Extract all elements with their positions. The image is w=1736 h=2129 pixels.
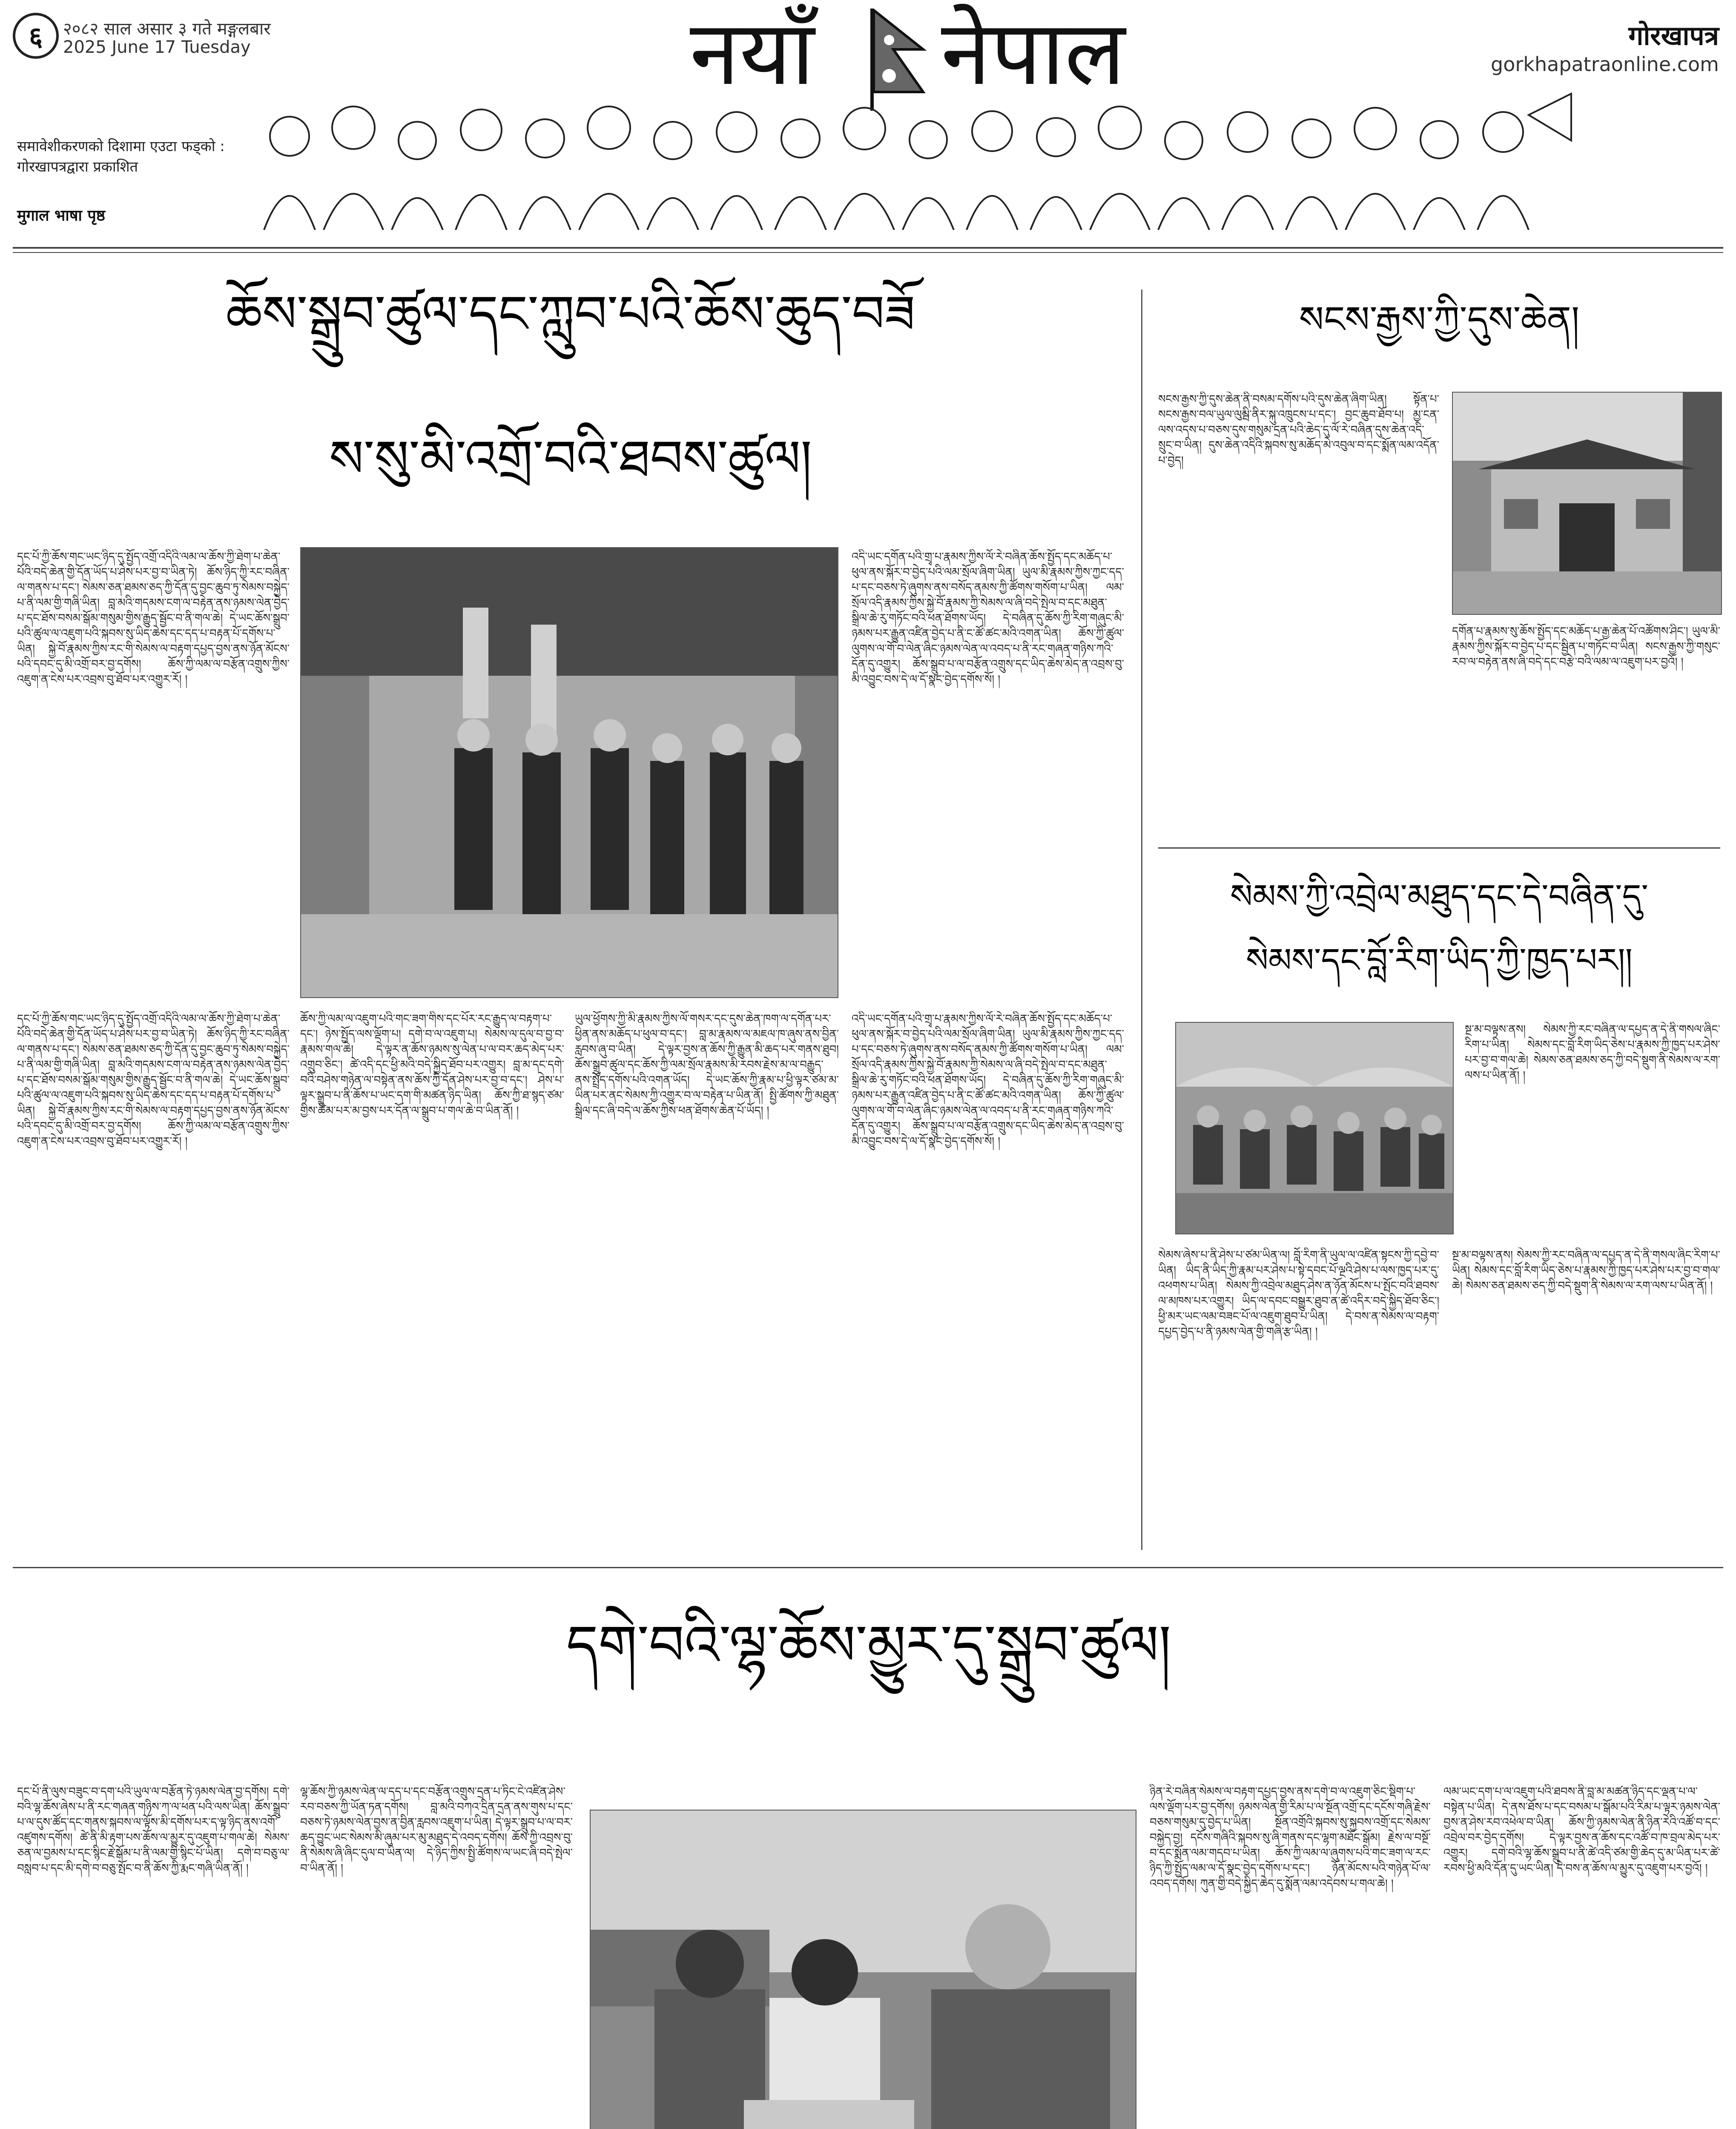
side-bottom-headline-line2: སེམས་དང་བློ་རིག་ཡིད་ཀྱི་ཁྱད་པར།། [1246, 941, 1633, 980]
main-col-5-text: འདི་ཡང་དགོན་པའི་གྲྭ་པ་རྣམས་ཀྱིས་ལོ་རེ་བཞིན་ཆོས་སྤྱོད་དང་མཆོད་པ་ཕུལ་ནས་སྐོར་བ་བྱེད་པའི་ལམ་སྲོལ་ཞིག་ཡིན། ཡུལ་མི་རྣམས་ཀྱིས་ཀྱང་དད་པ་དང་བཅས་ཏེ་ཞུགས་ནས་བསོད་ནམས་ཀྱི་ཚོགས་གསོག་པ་ཡིན། ལམ་སྲོལ་འདི་རྣམས་ཀྱིས་སྐྱེ་བོ་རྣམས་ཀྱི་སེམས་ལ་ཞི་བདེ་སྤེལ་བ་དང་མཐུན་སྒྲིལ་ཆེ་རུ་གཏོང་བའི་ཕན་ཐོགས་ཡོད། དེ་བཞིན་དུ་ཆོས་ཀྱི་རིག་གཞུང་མི་ཉམས་པར་རྒྱུན་འཛིན་བྱེད་པ་ནི་ང་ཚོ་ཚང་མའི་འགན་ཡིན། ཆོས་ཀྱི་ཚུལ་ལུགས་ལ་གོ་བ་ལེན་ཞིང་ཉམས་ལེན་ལ་འབད་པ་ནི་རང་གཞན་གཉིས་ཀའི་དོན་དུ་འགྱུར། ཆོས་སྒྲུབ་པ་ལ་བརྩོན་འགྲུས་དང་ཡིད་ཆེས་མེད་ན་འབྲས་བུ་མི་འབྱུང་བས་དེ་ལ་དོ་སྣང་བྱེད་དགོས་སོ། ། [852, 1013, 1124, 1148]
main-intro-text: དང་པོ་ཀྱི་ཆོས་གང་ཡང་ཉིད་དུ་སྤྱོད་འགྲོ་འདིའི་ལམ་ལ་ཆོས་ཀྱི་ཐེག་པ་ཆེན་པོའི་བདེ་ཆེན་གྱི་དོན་ཡོད་པ་ཤེས་པར་བྱ་བ་ཡིན་ཏེ། ཆོས་ཉིད་ཀྱི་རང་བཞིན་ལ་གནས་པ་དང་། སེམས་ཅན་ཐམས་ཅད་ཀྱི་དོན་དུ་བྱང་ཆུབ་ཏུ་སེམས་བསྐྱེད་པ་ནི་ལམ་གྱི་གཞི་ཡིན། བླ་མའི་གདམས་ངག་ལ་བརྟེན་ནས་ཉམས་ལེན་བྱེད་པ་དང་ཐོས་བསམ་སྒོམ་གསུམ་གྱིས་རྒྱུད་སྦྱོང་བ་ནི་གལ་ཆེ། དེ་ཡང་ཆོས་སྒྲུབ་པའི་ཚུལ་ལ་འཇུག་པའི་སྐབས་སུ་ཡིད་ཆེས་དང་དད་པ་བརྟན་པོ་དགོས་པ་ཡིན། སྐྱེ་བོ་རྣམས་ཀྱིས་རང་གི་སེམས་ལ་བརྟག་དཔྱད་བྱས་ནས་ཉོན་མོངས་པའི་དབང་དུ་མི་འགྲོ་བར་བྱ་དགོས། ཆོས་ཀྱི་ལམ་ལ་བརྩོན་འགྲུས་ཀྱིས་འཇུག་ན་ངེས་པར་འབྲས་བུ་ཐོབ་པར་འགྱུར་རོ། ། [17, 551, 290, 686]
side-bottom-text-c: སྔ་མ་བལྟས་ནས། སེམས་ཀྱི་རང་བཞིན་ལ་དཔྱད་ན་དེ་ནི་གསལ་ཞིང་རིག་པ་ཡིན། སེམས་དང་བློ་རིག་ཡིད་ཅེས་པ་རྣམས་ཀྱི་ཁྱད་པར་ཤེས་པར་བྱ་བ་གལ་ཆེ། སེམས་ཅན་ཐམས་ཅད་ཀྱི་བདེ་སྡུག་ནི་སེམས་ལ་རག་ལས་པ་ཡིན་ནོ། ། [1452, 1249, 1720, 1292]
offering-photo [590, 1810, 1136, 2129]
brand [1491, 17, 1719, 76]
bottom-col-2-text: ལྷ་ཆོས་ཀྱི་ཉམས་ལེན་ལ་དད་པ་དང་བརྩོན་འགྲུས་དྲན་པ་ཏིང་ངེ་འཛིན་ཤེས་རབ་བཅས་ཀྱི་ཡོན་ཏན་དགོས། བླ་མའི་བཀའ་དྲིན་དྲན་ནས་གུས་པ་དང་བཅས་ཏེ་ཉམས་ལེན་བྱས་ན་བྱིན་རླབས་འཇུག་པ་ཡིན། དེ་ལྟར་སྒྲུབ་པ་ལ་བར་ཆད་བྱུང་ཡང་སེམས་མི་ཞུམ་པར་མུ་མཐུད་དེ་འབད་དགོས། ཆོས་ཀྱི་འབྲས་བུ་ནི་སེམས་ཞི་ཞིང་དུལ་བ་ཡིན་ལ། དེ་ཉིད་ཀྱིས་སྤྱི་ཚོགས་ལ་ཡང་ཞི་བདེ་སྤེལ་བ་ཡིན་ནོ། ། [300, 1785, 573, 1875]
bottom-col-6-text: ལམ་ཡང་དག་པ་ལ་འཇུག་པའི་ཐབས་ནི་བླ་མ་མཚན་ཉིད་དང་ལྡན་པ་ལ་བསྟེན་པ་ཡིན། དེ་ནས་ཐོས་པ་དང་བསམ་པ་སྒོམ་པའི་རིམ་པ་ལྟར་ཉམས་ལེན་བྱས་ན་ཤེས་རབ་འཕེལ་བ་ཡིན། ཆོས་ཀྱི་ཉམས་ལེན་ནི་ཉིན་རེའི་འཚོ་བ་དང་འབྲེལ་བར་བྱེད་དགོས། དེ་ལྟར་བྱས་ན་ཆོས་དང་འཚོ་བ་ཁ་བྲལ་མེད་པར་འགྱུར། དགེ་བའི་ལྷ་ཆོས་སྒྲུབ་པ་ནི་ཚེ་འདི་ཙམ་གྱི་ཆེད་དུ་མ་ཡིན་པར་ཚེ་རབས་ཕྱི་མའི་དོན་དུ་ཡང་ཡིན། དེ་བས་ན་ཆོས་ལ་མྱུར་དུ་འཇུག་པར་བྱའོ། ། [1443, 1785, 1720, 1875]
main-col-3-text: ཆོས་ཀྱི་ལམ་ལ་འཇུག་པའི་གང་ཟག་གིས་དང་པོར་རང་རྒྱུད་ལ་བརྟག་པ་དང་། ཉེས་སྤྱོད་ལས་ལྡོག་པ། དགེ་བ་ལ་འཇུག་པ། སེམས་ལ་དུལ་བ་བྱ་བ་རྣམས་གལ་ཆེ། དེ་ལྟར་ན་ཆོས་ཉམས་སུ་ལེན་པ་ལ་བར་ཆད་མེད་པར་འགྲུབ་ཅིང་། ཚེ་འདི་དང་ཕྱི་མའི་བདེ་སྐྱིད་ཐོབ་པར་འགྱུར། བླ་མ་དང་དགེ་བའི་བཤེས་གཉེན་ལ་བསྟེན་ནས་ཆོས་ཀྱི་དོན་ཤེས་པར་བྱ་བ་དང་། ཤེས་པ་ལྟར་སྒྲུབ་པ་ནི་ཆོས་པ་ཡང་དག་གི་མཚན་ཉིད་ཡིན། ཆོས་ཀྱི་ཐ་སྙད་ཙམ་གྱིས་ཚིམ་པར་མ་བྱས་པར་དོན་ལ་སྒྲུབ་པ་གལ་ཆེ་བ་ཡིན་ནོ། ། [300, 1013, 564, 1117]
masthead-title-left: नयाँ [690, 1, 815, 105]
masthead-rule-thin [13, 252, 1723, 253]
date-english: 2025 June 17 Tuesday [63, 37, 251, 57]
brand-url[interactable]: gorkhapatraonline.com [1491, 53, 1719, 76]
side-bottom-text-a: སྔ་མ་བལྟས་ནས། སེམས་ཀྱི་རང་བཞིན་ལ་དཔྱད་ན་དེ་ནི་གསལ་ཞིང་རིག་པ་ཡིན། སེམས་དང་བློ་རིག་ཡིད་ཅེས་པ་རྣམས་ཀྱི་ཁྱད་པར་ཤེས་པར་བྱ་བ་གལ་ཆེ། སེམས་ཅན་ཐམས་ཅད་ཀྱི་བདེ་སྡུག་ནི་སེམས་ལ་རག་ལས་པ་ཡིན་ནོ། ། [1465, 1023, 1720, 1082]
bottom-col-5-text: ཉིན་རེ་བཞིན་སེམས་ལ་བརྟག་དཔྱད་བྱས་ནས་དགེ་བ་ལ་འཇུག་ཅིང་སྡིག་པ་ལས་ལྡོག་པར་བྱ་དགོས། ཉམས་ལེན་གྱི་རིམ་པ་ལ་སྔོན་འགྲོ་དང་དངོས་གཞི་རྗེས་བཅས་གསུམ་དུ་བྱེད་པ་ཡིན། སྔོན་འགྲོའི་སྐབས་སུ་སྐྱབས་འགྲོ་དང་སེམས་བསྐྱེད་བྱ། དངོས་གཞིའི་སྐབས་སུ་ཞི་གནས་དང་ལྷག་མཐོང་སྒོམ། རྗེས་ལ་བསྔོ་བ་དང་སྨོན་ལམ་གདབ་པ་ཡིན། ཆོས་ཀྱི་ལམ་ལ་ཞུགས་པའི་གང་ཟག་ལ་རང་ཉིད་ཀྱི་སྤྱོད་ལམ་ལ་དོ་སྣང་བྱེད་དགོས་པ་དང་། ཉོན་མོངས་པའི་གཉེན་པོ་ལ་འབད་དགོས། ཀུན་གྱི་བདེ་སྐྱིད་ཆེད་དུ་སྨོན་ལམ་འདེབས་པ་གལ་ཆེ། ། [1150, 1785, 1431, 1890]
masthead-rule [13, 247, 1723, 249]
main-headline-line2: ས་སུ་མི་འགྲོ་བའི་ཐབས་ཚུལ། [329, 430, 812, 489]
tagline: समावेशीकरणको दिशामा एउटा फड्को : गोरखापत्रद्वारा प्रकाशित [17, 138, 225, 175]
temple-photo [1452, 392, 1722, 615]
side-top-text-b: དགོན་པ་རྣམས་སུ་ཆོས་སྤྱོད་དང་མཆོད་པ་རྒྱ་ཆེན་པོ་འཚོགས་ཤིང་། ཡུལ་མི་རྣམས་ཀྱིས་སྐོར་བ་བྱེད་པ་དང་སྦྱིན་པ་གཏོང་བ་ཡིན། སངས་རྒྱས་ཀྱི་གསུང་རབ་ལ་བརྟེན་ནས་ཞི་བདེ་དང་བརྩེ་བའི་ལམ་ལ་འཇུག་པར་བྱའོ། ། [1452, 625, 1720, 669]
page-number-badge [13, 13, 59, 59]
main-col-4-text: ཡུལ་ཕྱོགས་ཀྱི་མི་རྣམས་ཀྱིས་ལོ་གསར་དང་དུས་ཆེན་ཁག་ལ་དགོན་པར་ཕྱིན་ནས་མཆོད་པ་ཕུལ་བ་དང་། བླ་མ་རྣམས་ལ་མཇལ་ཁ་ཞུས་ནས་བྱིན་རླབས་ཞུ་བ་ཡིན། དེ་ལྟར་བྱས་ན་ཆོས་ཀྱི་རྒྱུན་མི་ཆད་པར་གནས་ཐུབ། ཆོས་སྒྲུབ་ཚུལ་དང་ཆོས་ཀྱི་ལམ་སྲོལ་རྣམས་མི་རབས་རྗེས་མ་ལ་བརྒྱུད་ནས་སྤྲོད་དགོས་པའི་འགན་ཡོད། དེ་ཡང་ཆོས་ཀྱི་རྣམ་པ་ཕྱི་ལྟར་ཙམ་མ་ཡིན་པར་ནང་སེམས་ཀྱི་འགྱུར་བ་ལ་བརྟེན་པ་ཡིན་ནོ། སྤྱི་ཚོགས་ཀྱི་མཐུན་སྒྲིལ་དང་ཞི་བདེ་ལ་ཆོས་ཀྱིས་ཕན་ཐོགས་ཆེན་པོ་ཡོད། ། [575, 1013, 839, 1117]
side-bottom-text-b: སེམས་ཞེས་པ་ནི་ཤེས་པ་ཙམ་ཡིན་ལ། བློ་རིག་ནི་ཡུལ་ལ་འཛིན་སྟངས་ཀྱི་དབྱེ་བ་ཡིན། ཡིད་ནི་ཡིད་ཀྱི་རྣམ་པར་ཤེས་པ་སྟེ་དབང་པོ་ལྔའི་ཤེས་པ་ལས་ཁྱད་པར་དུ་འཕགས་པ་ཡིན། སེམས་ཀྱི་འབྲེལ་མཐུད་ཤེས་ན་ཉོན་མོངས་པ་སྤོང་བའི་ཐབས་ལ་མཁས་པར་འགྱུར། ཡིད་ལ་དབང་བསྒྱུར་ཐུབ་ན་ཚེ་འདིར་བདེ་སྐྱིད་ཐོབ་ཅིང་། ཕྱི་མར་ཡང་ལམ་བཟང་པོ་ལ་འཇུག་ཐུབ་པ་ཡིན། དེ་བས་ན་སེམས་ལ་བརྟག་དཔྱད་བྱེད་པ་ནི་ཉམས་ལེན་གྱི་གཞི་རྩ་ཡིན། ། [1158, 1249, 1439, 1338]
procession-photo [300, 547, 838, 998]
bottom-headline: དགེ་བའི་ལྷ་ཆོས་མྱུར་དུ་སྒྲུབ་ཚུལ། [566, 1613, 1171, 1678]
masthead-title-right: नेपाल [941, 1, 1125, 105]
date-nepali: २०८२ साल असार ३ गते मङ्गलबार [63, 19, 271, 39]
section-divider [13, 1567, 1723, 1568]
section-label: मुगाल भाषा पृष्ठ [17, 207, 106, 224]
monks-assembly-photo [1175, 1022, 1454, 1234]
brand-name: गोरखापत्र [1628, 20, 1719, 51]
side-top-headline: སངས་རྒྱས་ཀྱི་དུས་ཆེན། [1299, 298, 1580, 341]
crowd-illustration [255, 89, 1575, 230]
side-divider [1158, 847, 1720, 849]
side-top-text-a: སངས་རྒྱས་ཀྱི་དུས་ཆེན་ནི་བསམ་དགོས་པའི་དུས་ཆེན་ཞིག་ཡིན། སྟོན་པ་སངས་རྒྱས་བལ་ཡུལ་ལུམྦི་ནིར་སྐུ་འཁྲུངས་པ་དང་། བྱང་ཆུབ་ཐོབ་པ། མྱ་ངན་ལས་འདས་པ་བཅས་དུས་གསུམ་དྲན་པའི་ཆེད་དུ་ལོ་རེ་བཞིན་དུས་ཆེན་འདི་སྲུང་བ་ཡིན། དུས་ཆེན་འདིའི་སྐབས་སུ་མཆོད་མེ་འབུལ་བ་དང་སྨོན་ལམ་འདོན་པ་བྱེད། [1158, 393, 1439, 467]
bottom-col-1-text: དང་པོ་ནི་ལུས་བཟུང་བ་དག་པའི་ཡུལ་ལ་བརྩོན་ཏེ་ཉམས་ལེན་བྱ་དགོས། དགེ་བའི་ལྷ་ཆོས་ཞེས་པ་ནི་རང་གཞན་གཉིས་ཀ་ལ་ཕན་པའི་ལས་ཡིན། ཆོས་སྒྲུབ་པ་ལ་དུས་ཚོད་དང་གནས་སྐབས་ལ་ལྟོས་མི་དགོས་པར་ད་ལྟ་ཉིད་ནས་འགོ་འཛུགས་དགོས། ཚེ་ནི་མི་རྟག་པས་ཆོས་ལ་མྱུར་དུ་འཇུག་པ་གལ་ཆེ། སེམས་ཅན་ལ་བྱམས་པ་དང་སྙིང་རྗེ་སྒོམ་པ་ནི་ལམ་གྱི་སྙིང་པོ་ཡིན། དགེ་བ་བཅུ་ལ་བསླབ་པ་དང་མི་དགེ་བ་བཅུ་སྤོང་བ་ནི་ཆོས་ཀྱི་རྨང་གཞི་ཡིན་ནོ། ། [17, 1785, 290, 1875]
column-divider [1141, 290, 1142, 1550]
main-col-right-text: འདི་ཡང་དགོན་པའི་གྲྭ་པ་རྣམས་ཀྱིས་ལོ་རེ་བཞིན་ཆོས་སྤྱོད་དང་མཆོད་པ་ཕུལ་ནས་སྐོར་བ་བྱེད་པའི་ལམ་སྲོལ་ཞིག་ཡིན། ཡུལ་མི་རྣམས་ཀྱིས་ཀྱང་དད་པ་དང་བཅས་ཏེ་ཞུགས་ནས་བསོད་ནམས་ཀྱི་ཚོགས་གསོག་པ་ཡིན། ལམ་སྲོལ་འདི་རྣམས་ཀྱིས་སྐྱེ་བོ་རྣམས་ཀྱི་སེམས་ལ་ཞི་བདེ་སྤེལ་བ་དང་མཐུན་སྒྲིལ་ཆེ་རུ་གཏོང་བའི་ཕན་ཐོགས་ཡོད། དེ་བཞིན་དུ་ཆོས་ཀྱི་རིག་གཞུང་མི་ཉམས་པར་རྒྱུན་འཛིན་བྱེད་པ་ནི་ང་ཚོ་ཚང་མའི་འགན་ཡིན། ཆོས་ཀྱི་ཚུལ་ལུགས་ལ་གོ་བ་ལེན་ཞིང་ཉམས་ལེན་ལ་འབད་པ་ནི་རང་གཞན་གཉིས་ཀའི་དོན་དུ་འགྱུར། ཆོས་སྒྲུབ་པ་ལ་བརྩོན་འགྲུས་དང་ཡིད་ཆེས་མེད་ན་འབྲས་བུ་མི་འབྱུང་བས་དེ་ལ་དོ་སྣང་བྱེད་དགོས་སོ། ། [852, 551, 1124, 686]
main-col-1-lower-text: དང་པོ་ཀྱི་ཆོས་གང་ཡང་ཉིད་དུ་སྤྱོད་འགྲོ་འདིའི་ལམ་ལ་ཆོས་ཀྱི་ཐེག་པ་ཆེན་པོའི་བདེ་ཆེན་གྱི་དོན་ཡོད་པ་ཤེས་པར་བྱ་བ་ཡིན་ཏེ། ཆོས་ཉིད་ཀྱི་རང་བཞིན་ལ་གནས་པ་དང་། སེམས་ཅན་ཐམས་ཅད་ཀྱི་དོན་དུ་བྱང་ཆུབ་ཏུ་སེམས་བསྐྱེད་པ་ནི་ལམ་གྱི་གཞི་ཡིན། བླ་མའི་གདམས་ངག་ལ་བརྟེན་ནས་ཉམས་ལེན་བྱེད་པ་དང་ཐོས་བསམ་སྒོམ་གསུམ་གྱིས་རྒྱུད་སྦྱོང་བ་ནི་གལ་ཆེ། དེ་ཡང་ཆོས་སྒྲུབ་པའི་ཚུལ་ལ་འཇུག་པའི་སྐབས་སུ་ཡིད་ཆེས་དང་དད་པ་བརྟན་པོ་དགོས་པ་ཡིན། སྐྱེ་བོ་རྣམས་ཀྱིས་རང་གི་སེམས་ལ་བརྟག་དཔྱད་བྱས་ནས་ཉོན་མོངས་པའི་དབང་དུ་མི་འགྲོ་བར་བྱ་དགོས། ཆོས་ཀྱི་ལམ་ལ་བརྩོན་འགྲུས་ཀྱིས་འཇུག་ན་ངེས་པར་འབྲས་བུ་ཐོབ་པར་འགྱུར་རོ། ། [17, 1013, 290, 1148]
main-headline-line1: ཆོས་སྒྲུབ་ཚུལ་དང་ཀླུབ་པའི་ཆོས་ཆུད་བཟོ [226, 285, 915, 344]
page-number: ६ [29, 21, 43, 52]
side-bottom-headline-line1: སེམས་ཀྱི་འབྲེལ་མཐུད་དང་དེ་བཞིན་དུ་ [1230, 878, 1649, 916]
